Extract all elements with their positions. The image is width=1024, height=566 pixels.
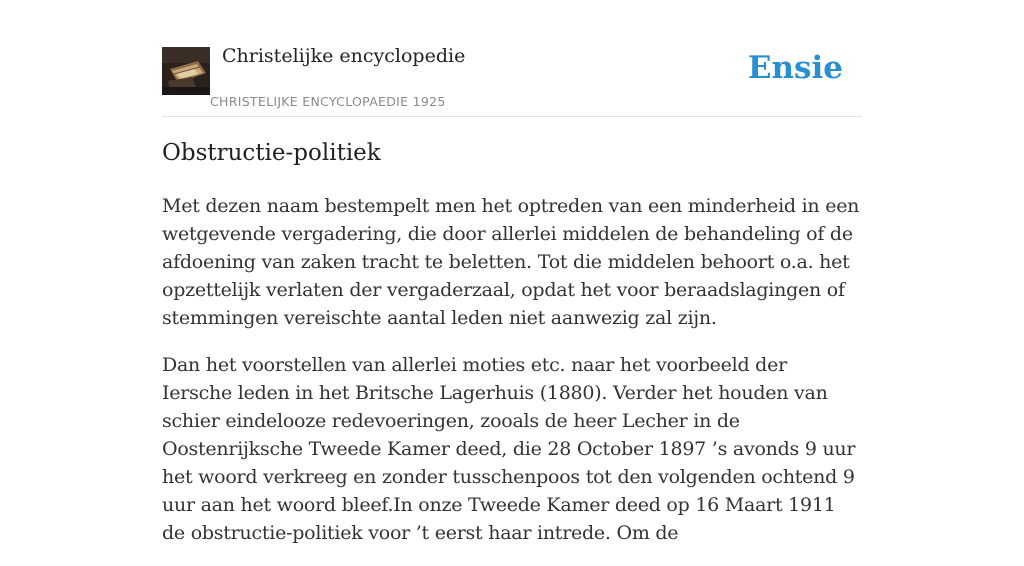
article-body [162, 192, 862, 566]
article-paragraph: Met dezen naam bestempelt men het optreden van een minderheid in een wetgevende vergadering, die door allerlei middelen de behandeling of de afdoening van zaken tracht te beletten. Tot die middelen behoort o.a. het opzettelijk verlaten der vergaderzaal, opdat het voor beraadslagingen of stemmingen vereischte aantal leden niet aanwezig zal zijn. [162, 195, 860, 329]
book-photo-icon [162, 47, 210, 95]
source-subtitle[interactable]: CHRISTELIJKE ENCYCLOPAEDIE 1925 [210, 94, 446, 109]
article-title: Obstructie-politiek [162, 140, 381, 166]
source-avatar[interactable] [162, 47, 210, 95]
source-title[interactable]: Christelijke encyclopedie [222, 45, 466, 67]
ensie-logo[interactable]: Ensie [747, 50, 843, 86]
page-header [162, 0, 862, 117]
article-paragraph: Dan het voorstellen van allerlei moties etc. naar het voorbeeld der Iersche leden in het Britsche Lagerhuis (1880). Verder het houden van schier eindelooze redevoeringen, zooals de heer Lecher in de Oostenrijksche Tweede Kamer deed, die 28 October 1897 ’s avonds 9 uur het woord verkreeg en zonder tusschenpoos tot den volgenden ochtend 9 uur aan het woord bleef.In onze Tweede Kamer deed op 16 Maart 1911 de obstructie-politiek voor ’t eerst haar intrede. Om de [162, 354, 856, 544]
